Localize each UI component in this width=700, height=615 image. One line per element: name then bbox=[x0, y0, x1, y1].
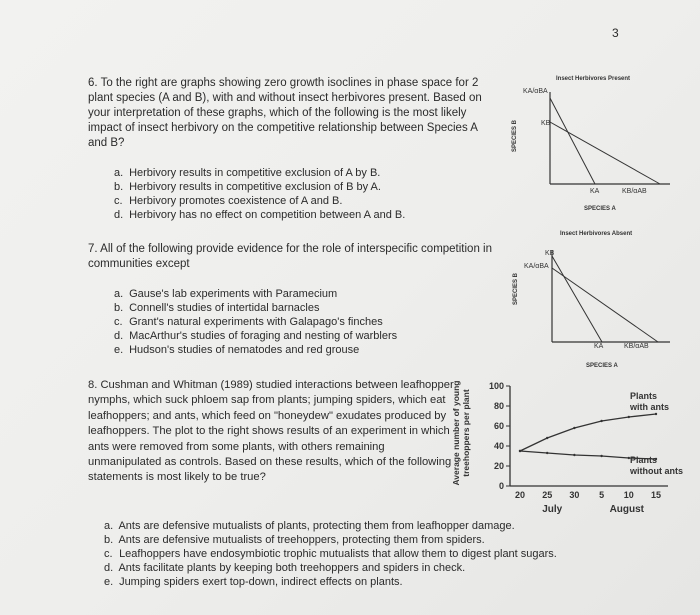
q6-option-b[interactable]: b. Herbivory results in competitive exclusion of B by A. bbox=[114, 181, 381, 193]
x-tick-label: 30 bbox=[569, 490, 580, 500]
q6-option-a[interactable]: a. Herbivory results in competitive exclusion of A by B. bbox=[114, 167, 381, 179]
q6-option-c[interactable]: c. Herbivory promotes coexistence of A and B. bbox=[114, 195, 343, 207]
absent-x-left-label: KA bbox=[594, 343, 604, 350]
data-point bbox=[655, 413, 657, 415]
page-number: 3 bbox=[612, 26, 619, 40]
x-tick-label: 5 bbox=[599, 490, 605, 500]
data-point bbox=[573, 427, 575, 429]
isocline-a bbox=[550, 98, 595, 184]
isocline-b bbox=[552, 256, 602, 342]
present-y-axis-label: SPECIES B bbox=[512, 119, 518, 152]
present-x-right-label: KB/αAB bbox=[622, 188, 647, 195]
question-7-options bbox=[114, 287, 397, 357]
q7-option-c[interactable]: c. Grant's natural experiments with Galapago's finches bbox=[114, 316, 383, 328]
series-line-with-ants bbox=[520, 414, 656, 451]
data-point bbox=[600, 455, 602, 457]
q7-option-a[interactable]: a. Gause's lab experiments with Paramecium bbox=[114, 288, 338, 300]
question-6-text: 6. To the right are graphs showing zero growth isoclines in phase space for 2 plant species (A and B), with and without insect herbivores present. Based on your interpretation of these graphs, which of the following is the most likely impact of insect herbivory on the competitive relationship between Species A and B? bbox=[88, 77, 482, 149]
q8-option-c[interactable]: c. Leafhoppers have endosymbiotic trophic mutualists that allow them to digest plant sugars. bbox=[104, 548, 557, 560]
y-tick-label: 60 bbox=[493, 421, 504, 431]
absent-y-axis-label: SPECIES B bbox=[513, 272, 519, 305]
series-label-with-ants: Plants with ants bbox=[630, 391, 670, 412]
graph-absent-title: Insect Herbivores Absent bbox=[560, 231, 633, 237]
isocline-a bbox=[552, 268, 658, 342]
x-tick-label: 10 bbox=[623, 490, 634, 500]
q8-option-b[interactable]: b. Ants are defensive mutualists of treehoppers, protecting them from spiders. bbox=[104, 534, 485, 546]
chart-y-axis-label: Average number of young treehoppers per plant bbox=[451, 380, 471, 486]
q7-option-d[interactable]: d. MacArthur's studies of foraging and nesting of warblers bbox=[114, 330, 398, 342]
present-y-top-label: KA/αBA bbox=[523, 88, 548, 95]
q6-option-d[interactable]: d. Herbivory has no effect on competition between A and B. bbox=[114, 209, 406, 221]
question-8-options bbox=[104, 519, 557, 589]
data-point bbox=[519, 450, 521, 452]
y-tick-label: 100 bbox=[488, 381, 504, 391]
absent-y-top-label: KB bbox=[545, 250, 555, 257]
absent-x-right-label: KB/αAB bbox=[624, 343, 649, 350]
q8-option-d[interactable]: d. Ants facilitate plants by keeping both treehoppers and spiders in check. bbox=[104, 562, 466, 574]
present-x-left-label: KA bbox=[590, 188, 600, 195]
data-point bbox=[628, 416, 630, 418]
q8-option-e[interactable]: e. Jumping spiders exert top-down, indirect effects on plants. bbox=[104, 576, 403, 588]
y-tick-label: 20 bbox=[493, 461, 504, 471]
y-tick-label: 0 bbox=[498, 481, 504, 491]
x-tick-label: 25 bbox=[542, 490, 553, 500]
graph-present-title: Insect Herbivores Present bbox=[556, 76, 631, 82]
isocline-b bbox=[550, 122, 660, 184]
series-label-without-ants: Plants without ants bbox=[630, 455, 683, 476]
absent-y-mid-label: KA/αBA bbox=[524, 263, 549, 270]
absent-x-axis-label: SPECIES A bbox=[586, 363, 618, 369]
question-7-text: 7. All of the following provide evidence for the role of interspecific competition in communities except bbox=[88, 243, 492, 270]
question-8-text: 8. Cushman and Whitman (1989) studied interactions between leafhopper nymphs, which suck phloem sap from plants; jumping spiders, which eat leafhoppers; and ants, which feed on "honeydew" exudates produced by leafhoppers. The plot to the right shows results of an experiment in which ants were removed from some plants, with others remaining unmanipulated as controls. Based on these results, which of the following statements is most likely to be true? bbox=[88, 379, 454, 484]
data-point bbox=[600, 420, 602, 422]
q7-option-b[interactable]: b. Connell's studies of intertidal barnacles bbox=[114, 302, 320, 314]
present-y-mid-label: KB bbox=[541, 120, 551, 127]
present-x-axis-label: SPECIES A bbox=[584, 206, 616, 212]
y-tick-label: 40 bbox=[493, 441, 504, 451]
data-point bbox=[546, 437, 548, 439]
y-tick-label: 80 bbox=[493, 401, 504, 411]
x-tick-label: 15 bbox=[650, 490, 662, 500]
data-point bbox=[573, 454, 575, 456]
question-6-options bbox=[114, 166, 405, 222]
month-label: August bbox=[609, 504, 645, 515]
isocline-graph-absent bbox=[510, 238, 680, 360]
data-point bbox=[546, 452, 548, 454]
q7-option-e[interactable]: e. Hudson's studies of nematodes and red grouse bbox=[114, 344, 360, 356]
month-label: July bbox=[542, 504, 563, 515]
x-tick-label: 20 bbox=[514, 490, 526, 500]
q8-option-a[interactable]: a. Ants are defensive mutualists of plants, protecting them from leafhopper damage. bbox=[104, 520, 515, 532]
